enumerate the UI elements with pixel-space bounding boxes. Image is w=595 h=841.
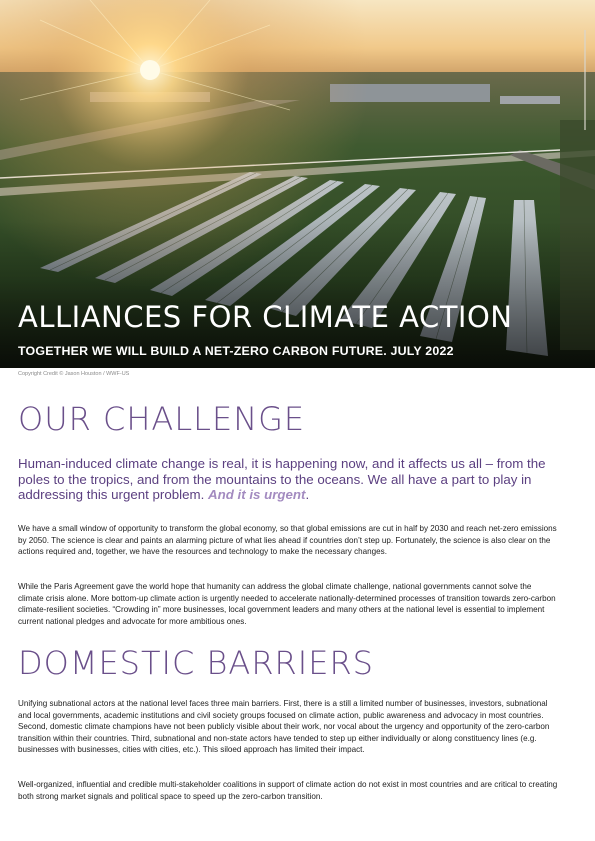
barriers-paragraph-1: Unifying subnational actors at the national level faces three main barriers. First, there is a still a limited number of businesses, investors, subnational and local governments, academic institutions and civil society groups focused on climate action, public awareness and advocacy in most countries. Second, domestic climate champions have not been publicly visible about their work, nor vocal about the urgency and opportunity of the zero-carbon transition within their countries. Third, subnational and non-state actors have tended to step up either individually or along constituency lines (e.g. businesses with businesses, cities with cities, etc.). This siloed approach has limited their impact. xyxy=(18,699,550,755)
lead-text: Human-induced climate change is real, it is happening now, and it affects us all – from the poles to the tropics, and from the mountains to the oceans. We all have a part to play in addressing this urgent problem. xyxy=(18,456,546,503)
lead-emphasis: And it is urgent xyxy=(207,487,306,503)
challenge-lead xyxy=(18,456,558,503)
challenge-paragraph-2: While the Paris Agreement gave the world hope that humanity can address the global climate challenge, national governments cannot solve the climate crisis alone. More bottom-up climate action is urgently needed to accelerate nationally-determined processes of transition towards zero-carbon climate-resilient societies. “Crowding in” more businesses, local government leaders and many others at the national level is essential to implement current national pledges and advocate for more ambitious ones. xyxy=(18,582,556,626)
document-title: ALLIANCES FOR CLIMATE ACTION xyxy=(18,300,513,334)
challenge-heading: OUR CHALLENGE xyxy=(18,400,306,438)
barriers-paragraph-2: Well-organized, influential and credible multi-stakeholder coalitions in support of climate action do not exist in most countries and are critical to creating both strong market signals and political space to speed up the zero-carbon transition. xyxy=(18,780,558,801)
barriers-heading: DOMESTIC BARRIERS xyxy=(18,644,374,682)
document-subtitle: TOGETHER WE WILL BUILD A NET-ZERO CARBON FUTURE. JULY 2022 xyxy=(18,344,454,358)
challenge-paragraph-1: We have a small window of opportunity to transform the global economy, so that global emissions are cut in half by 2030 and reach net-zero emissions by 2050. The science is clear and paints an alarming picture of what lies ahead if countries don’t step up. Fortunately, the science is also clear on the actions required and, together, we have the resources and technology to make the necessary changes. xyxy=(18,524,557,557)
hero-photo xyxy=(0,0,595,368)
lead-end: . xyxy=(305,487,310,503)
photo-credit: Copyright Credit © Jason Houston / WWF-US xyxy=(18,371,130,377)
